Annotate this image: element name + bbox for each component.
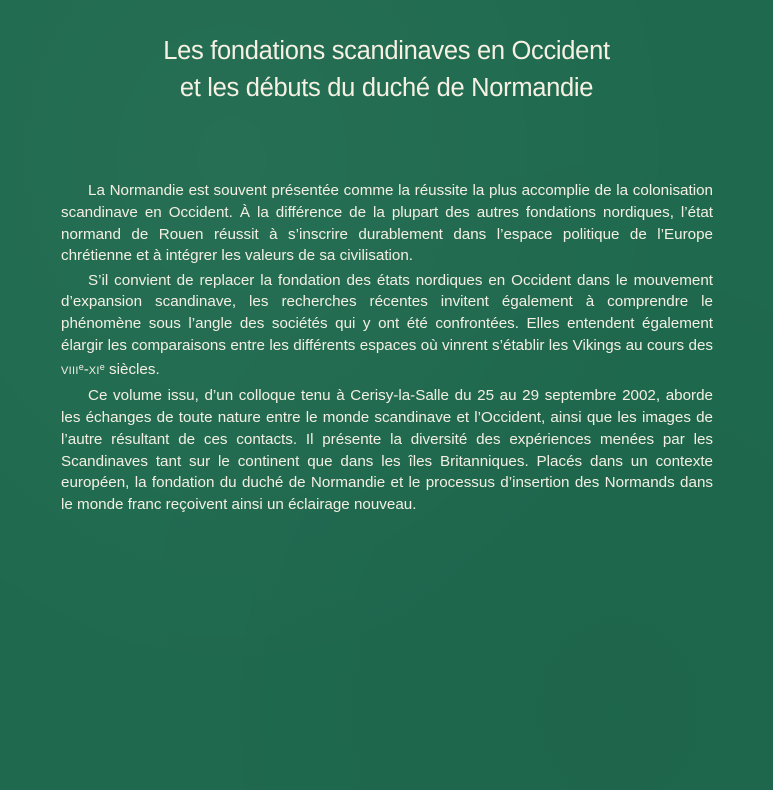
century-end-sup: e	[99, 361, 105, 372]
paragraph-2-end: siècles.	[109, 360, 160, 378]
paragraph-2-text: S’il convient de replacer la fondation des états nordiques en Occident dans le mouvement d’expansion scandinave, les recherches récentes invitent également à comprendre le phénomène sous l’angle des sociétés qui y ont été confrontées. Elles entendent également élargir les comparaisons entre les différents espaces où vinrent s’établir les Vikings au cours des	[61, 271, 713, 355]
paragraph-2	[61, 270, 713, 383]
title-line-1: Les fondations scandinaves en Occident	[163, 37, 610, 65]
paragraph-3: Ce volume issu, d’un colloque tenu à Cerisy-la-Salle du 25 au 29 septembre 2002, aborde les échanges de toute nature entre le monde scandinave et l’Occident, ainsi que les images de l’autre résultant de ces contacts. Il présente la diversité des expériences menées par les Scandinaves tant sur le continent que dans les îles Britanniques. Placés dans un contexte européen, la fondation du duché de Normandie et le processus d’insertion des Normands dans le monde franc reçoivent ainsi un éclairage nouveau.	[61, 387, 713, 514]
title-line-2: et les débuts du duché de Normandie	[179, 74, 594, 102]
century-dash: -	[83, 360, 89, 378]
book-title	[0, 33, 773, 107]
paragraph-1: La Normandie est souvent présentée comme la réussite la plus accomplie de la colonisation scandinave en Occident. À la différence de la plupart des autres fondations nordiques, l’état normand de Rouen réussit à s’inscrire durablement dans l’espace politique de l’Europe chrétienne et à intégrer les valeurs de sa civilisation.	[61, 182, 713, 265]
blurb	[61, 180, 713, 518]
century-start-sup: e	[78, 361, 84, 372]
century-end: XI	[88, 364, 100, 377]
century-start: VIII	[61, 364, 79, 377]
